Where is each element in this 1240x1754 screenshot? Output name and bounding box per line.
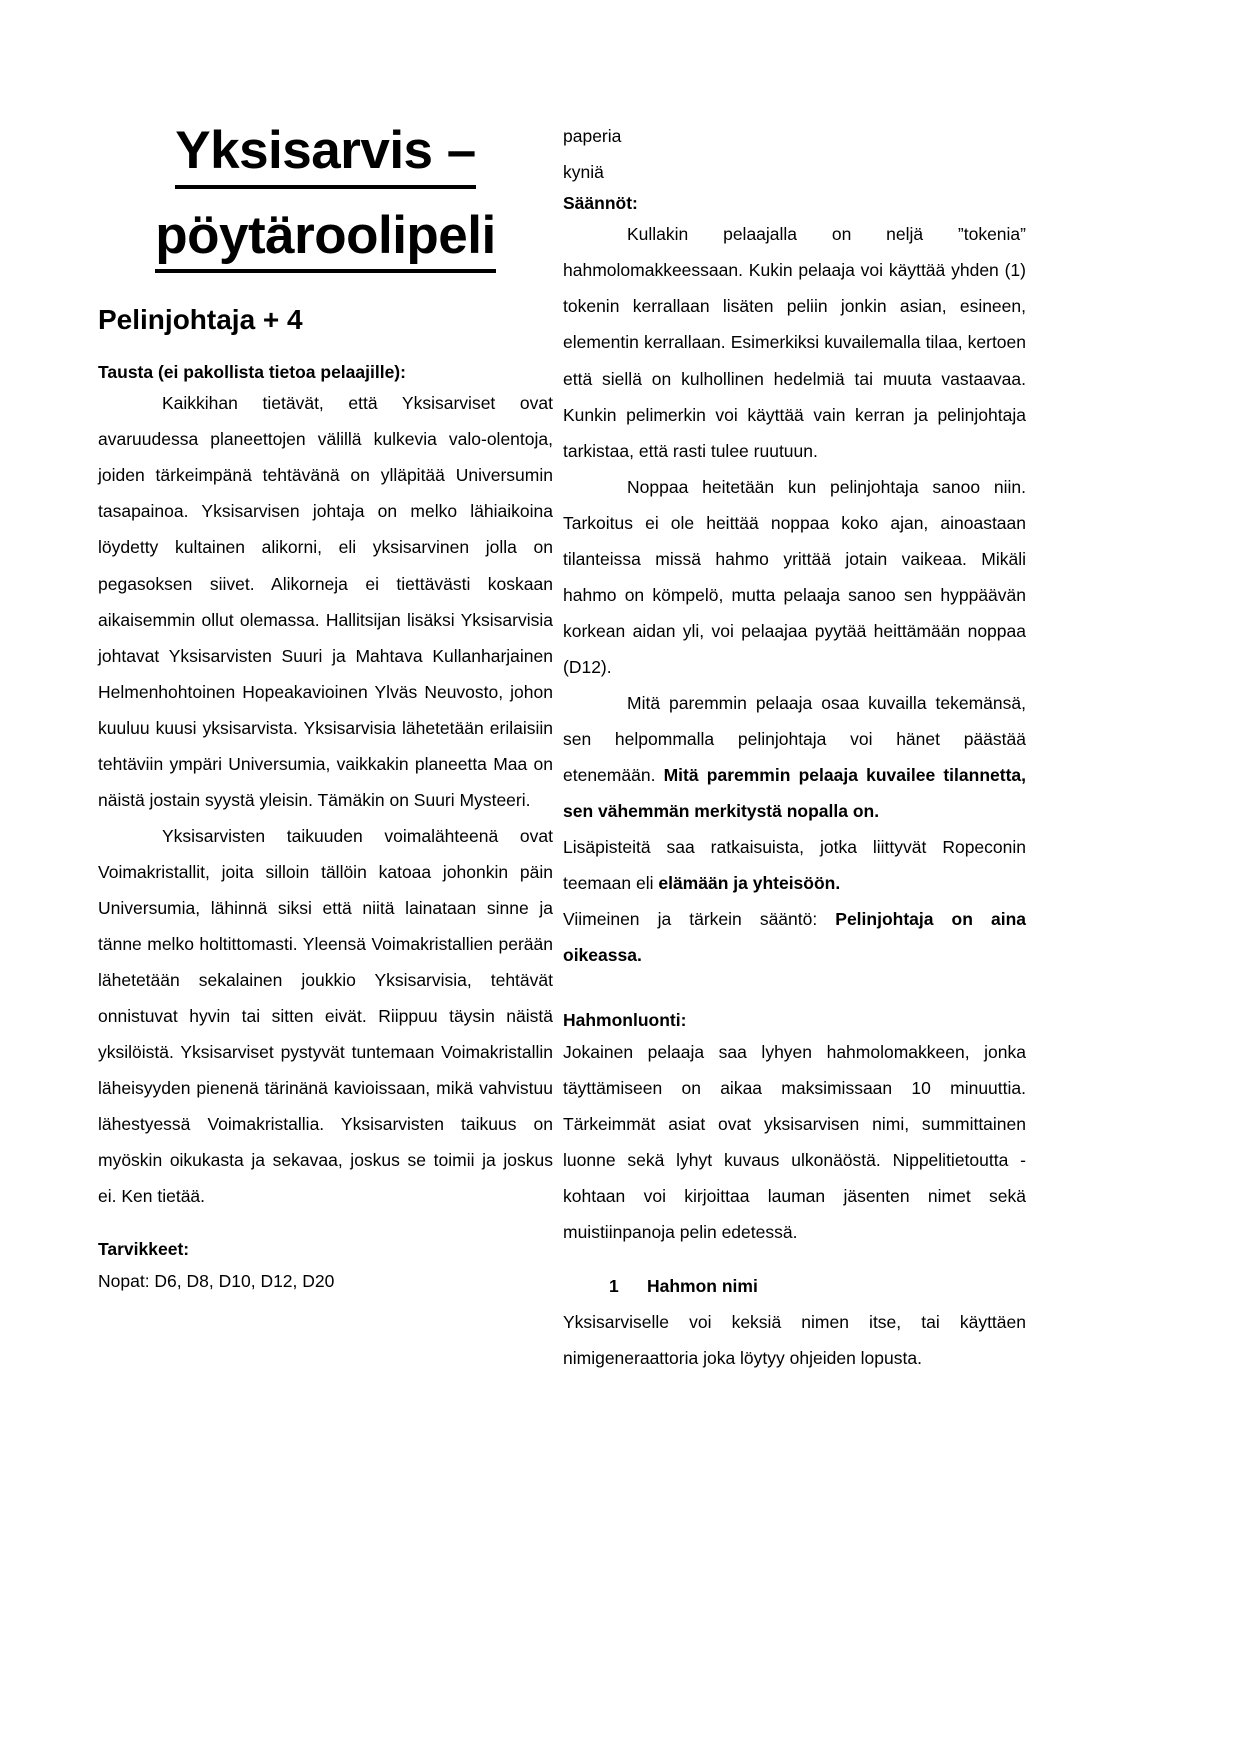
supplies-paper-line: paperia <box>563 126 622 146</box>
paragraph-rules-2: Noppaa heitetään kun pelinjohtaja sanoo niin. Tarkoitus ei ole heittää noppaa koko ajan, ainoastaan tilanteissa missä hahmo yrittää jotain vaikeaa. Mikäli hahmo on kömpelö, mutta pelaaja sanoo sen hyppäävän korkean aidan yli, voi pelaajaa pyytää heittämään noppaa (D12). <box>563 476 1026 677</box>
rules-3-emphasis: Mitä paremmin pelaaja kuvailee tilannetta, sen vähemmän merkitystä nopalla on. <box>563 765 1027 822</box>
rules-4-emphasis: elämään ja yhteisöön. <box>658 873 841 894</box>
numbered-item-1 <box>563 1268 1026 1304</box>
paragraph-background-1: Kaikkihan tietävät, että Yksisarviset ovat avaruudessa planeettojen välillä kulkevia valo-olentoja, joiden tärkeimpänä tehtävänä on ylläpitää Universumin tasapainoa. Yksisarvisen johtaja on melko lähiaikoina löydetty kultainen alikorni, eli yksisarvinen jolla on pegasoksen siivet. Alikorneja ei tiettävästi koskaan aikaisemmin ollut olemassa. Hallitsijan lisäksi Yksisarvisia johtavat Yksisarvisten Suuri ja Mahtava Kullanharjainen Helmenhohtoinen Hopeakavioinen Ylväs Neuvosto, johon kuuluu kuusi yksisarvista. Yksisarvisia lähetetään erilaisiin tehtäviin ympäri Universumia, vaikkakin planeetta Maa on näistä jostain syystä yleisin. Tämäkin on Suuri Mysteeri. <box>98 393 553 810</box>
rules-4-text: Lisäpisteitä saa ratkaisuista, jotka liittyvät Ropeconin teemaan eli <box>563 837 1026 894</box>
rules-3-text: Mitä paremmin pelaaja osaa kuvailla tekemänsä, sen helpommalla pelinjohtaja voi hänet päästää etenemään. <box>563 692 1026 786</box>
spacer-before-item-1 <box>563 1250 1026 1268</box>
page-title <box>98 118 553 273</box>
heading-supplies: Tarvikkeet: <box>98 1239 190 1260</box>
right-column <box>553 118 1026 1376</box>
supplies-dice-line: Nopat: D6, D8, D10, D12, D20 <box>98 1270 335 1291</box>
supplies-pens-line: kyniä <box>563 162 604 183</box>
page-content <box>98 118 1026 1376</box>
item-1-number: 1 <box>609 1275 619 1296</box>
left-column <box>98 118 553 1299</box>
title-line-2: pöytäroolipeli <box>98 203 553 274</box>
paragraph-rules-5 <box>563 901 1026 973</box>
paragraph-item-1-body: Yksisarviselle voi keksiä nimen itse, tai käyttäen nimigeneraattoria joka löytyy ohjeiden lopusta. <box>563 1311 1026 1368</box>
paragraph-rules-3 <box>563 685 1026 829</box>
paragraph-background-2: Yksisarvisten taikuuden voimalähteenä ovat Voimakristallit, joita silloin tällöin katoaa johonkin päin Universumia, lähinnä siksi että niitä lainataan sinne ja tänne melko holtittomasti. Yleensä Voimakristallien perään lähetetään sekalainen joukkio Yksisarvisia, tehtävät onnistuvat hyvin tai sitten eivät. Riippuu täysin näistä yksilöistä. Yksisarviset pystyvät tuntemaan Voimakristallin läheisyyden pienenä tärinänä kavioissaan, mikä vahvistuu lähestyessä Voimakristallia. Yksisarvisten taikuus on myöskin oikukasta ja sekavaa, joskus se toimii ja joskus ei. Ken tietää. <box>98 825 553 1207</box>
paragraph-chargen-1: Jokainen pelaaja saa lyhyen hahmolomakkeen, jonka täyttämiseen on aikaa maksimissaan 10 minuuttia. Tärkeimmät asiat ovat yksisarvisen nimi, summittainen luonne sekä lyhyt kuvaus ulkonäöstä. Nippelitietoutta -kohtaan voi kirjoittaa lauman jäsenten nimet sekä muistiinpanoja pelin edetessä. <box>563 1041 1026 1242</box>
rules-5-emphasis: Pelinjohtaja on aina oikeassa. <box>563 909 1026 966</box>
heading-character-creation: Hahmonluonti: <box>563 1010 687 1031</box>
title-line-1: Yksisarvis – <box>98 118 553 189</box>
rules-5-text: Viimeinen ja tärkein sääntö: <box>563 909 836 930</box>
item-1-title: Hahmon nimi <box>647 1275 758 1296</box>
two-column-layout <box>98 118 1026 1376</box>
heading-background: Tausta (ei pakollista tietoa pelaajille): <box>98 362 406 383</box>
heading-rules: Säännöt: <box>563 193 638 214</box>
spacer-before-chargen <box>563 973 1026 1007</box>
paragraph-rules-1: Kullakin pelaajalla on neljä ”tokenia” hahmolomakkeessaan. Kukin pelaaja voi käyttää yhden (1) tokenin kerrallaan lisäten peliin jonkin asian, esineen, elementin kerrallaan. Esimerkiksi kuvailemalla tilaa, kertoen että siellä on kulhollinen hedelmiä tai muuta vastaavaa. Kunkin pelimerkin voi käyttää vain kerran ja pelinjohtaja tarkistaa, että rasti tulee ruutuun. <box>563 224 1026 461</box>
subtitle: Pelinjohtaja + 4 <box>98 304 303 336</box>
paragraph-rules-4 <box>563 829 1026 901</box>
